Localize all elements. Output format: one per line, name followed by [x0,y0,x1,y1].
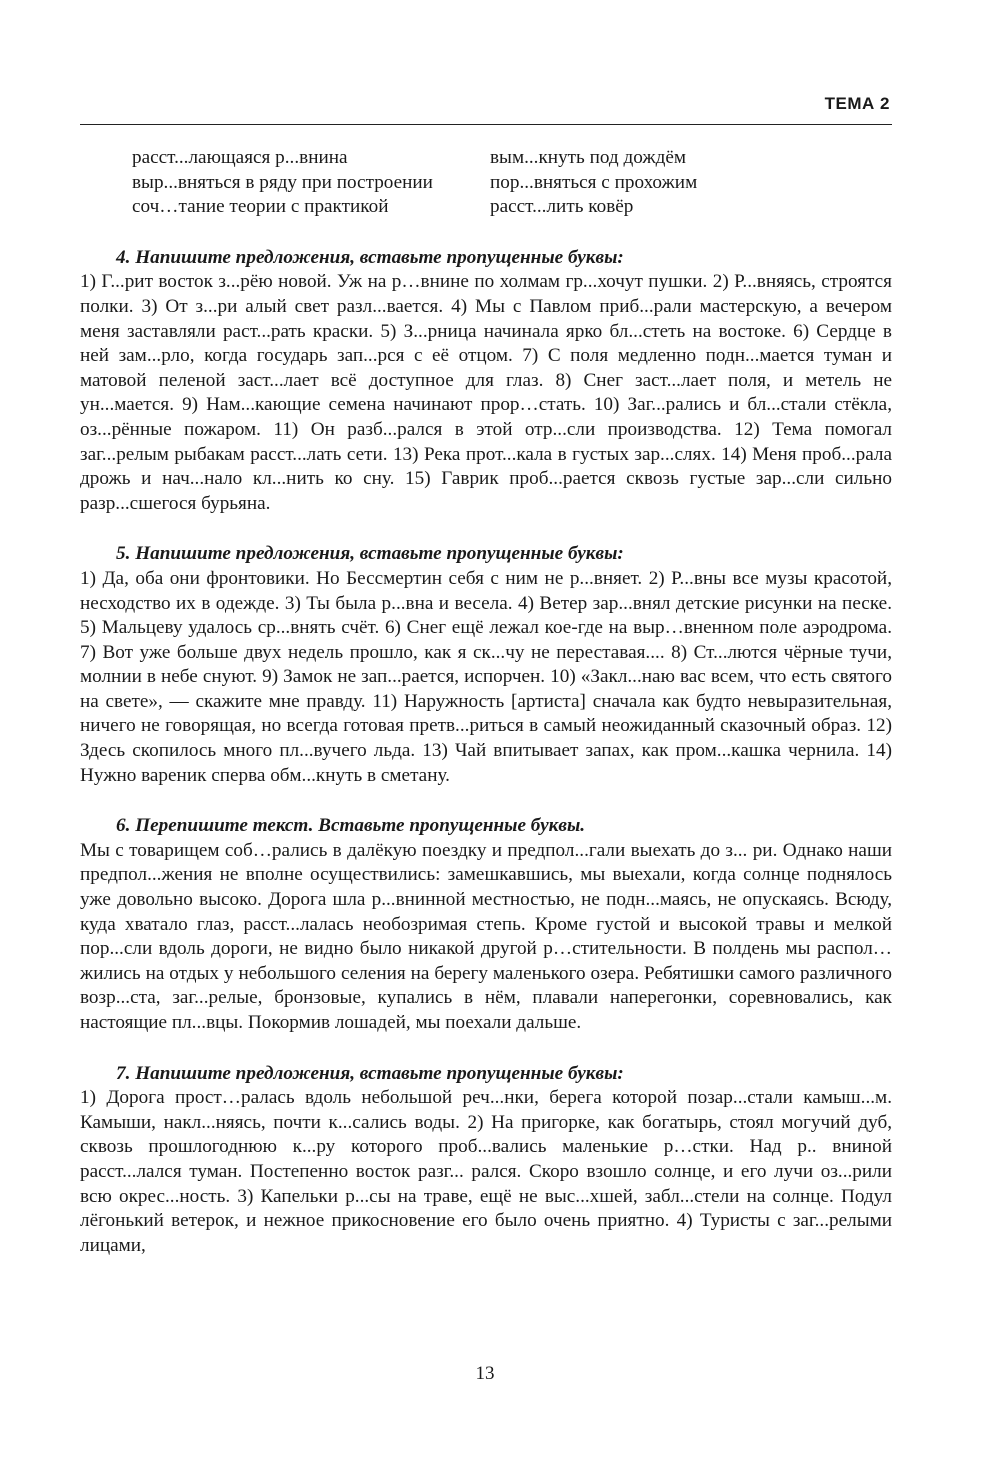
page-content [80,146,892,1258]
task-body: Мы с товарищем соб…рались в далёкую поездку и предпол...гали выехать до з... ри. Однако наши предпол...жения не вполне осуществились: замешкавшись, мы выехали, когда солнце поднялось уже довольно высоко. Дорога шла р...внинной местностью, не подн...маясь, не опускаясь. Всюду, куда хватало глаз, расст...лалась необозримая степь. Кроме густой и высокой травы и мелкой пор...сли вдоль дороги, не видно было никакой другой р…стительности. В полдень мы распол…жились на отдых у небольшого селения на берегу маленького озера. Ребятишки самого различного возр...ста, заг...релые, бронзовые, купались в нём, плавали наперегонки, соревновались, как настоящие пл...вцы. Покормив лошадей, мы поехали дальше. [80,839,892,1033]
page-number: 13 [475,1363,495,1384]
word-pair-right: пор...вняться с прохожим [490,171,698,193]
theme-label: ТЕМА 2 [824,94,890,113]
task-title: 7. Напишите предложения, вставьте пропущенные буквы: [116,1062,624,1084]
word-pair-right: вым...кнуть под дождём [490,147,687,168]
task-5 [80,542,892,788]
task-title: 6. Перепишите текст. Вставьте пропущенные буквы. [116,815,586,837]
task-4 [80,246,892,517]
task-7 [80,1062,892,1259]
task-title: 4. Напишите предложения, вставьте пропущенные буквы: [116,246,624,268]
task-body: 1) Г...рит восток з...рёю новой. Уж на р…внине по холмам гр...хочут пушки. 2) Р...вняясь, строятся полки. 3) От з...ри алый свет разл...вается. 4) Мы с Павлом приб...рали мастерскую, а вечером меня заставляли раст...рать краски. 5) З...рница начинала ярко бл...стеть на востоке. 6) Сердце в ней зам...рло, когда государь зап...рся с её отцом. 7) С поля медленно подн...мается туман и матовой пеленой заст...лает всё доступное для глаз. 8) Снег заст...лает поля, и метель не ун...мается. 9) Нам...кающие семена начинают прор…стать. 10) Заг...рались и бл...стали стёкла, оз...рённые пожаром. 11) Он разб...рался в этой отр...сли производства. 12) Тема помогал заг...релым рыбакам расст...лать сети. 13) Река прот...кала в густых зар...слях. 14) Меня проб...рала дрожь и нач...нало кл...нить ко сну. 15) Гаврик проб...рается сквозь густые зар...сли сильно разр...сшегося бурьяна. [80,271,892,514]
word-pair-left: соч…тание теории с практикой [132,196,389,218]
word-pair-right: расст...лить ковёр [490,196,634,218]
task-6 [80,814,892,1035]
task-body: 1) Да, оба они фронтовики. Но Бессмертин себя с ним не р...вняет. 2) Р...вны все музы красотой, несходство их в одежде. 3) Ты была р...вна и весела. 4) Ветер зар...внял детские рисунки на песке. 5) Мальцеву удалось ср...внять счёт. 6) Снег ещё лежал кое-где на выр…вненном поле аэродрома. 7) Вот уже больше двух недель прошло, как я ск...чу не переставая.... 8) Ст...лются чёрные тучи, молнии в небе снуют. 9) Замок не зап...рается, испорчен. 10) «Закл...наю вас всем, что есть святого на свете», — скажите мне правду. 11) Наружность [артиста] сначала как будто невыразительная, ничего не говорящая, но всегда готовая претв...риться в самый неожиданный сказочный образ. 12) Здесь скопилось много пл...вучего льда. 13) Чай впитывает запах, как пром...кашка чернила. 14) Нужно вареник сперва обм...кнуть в сметану. [80,567,892,786]
word-pair-left: расст...лающаяся р...внина [132,147,348,168]
task-title: 5. Напишите предложения, вставьте пропущенные буквы: [116,543,624,565]
word-pair-left: выр...вняться в ряду при построении [132,171,433,193]
word-pairs [132,146,892,220]
page-header [80,94,892,125]
task-body: 1) Дорога прост…ралась вдоль небольшой реч...нки, берега которой позар...стали камыш...м. Камыши, накл...няясь, почти к...сались воды. 2) На пригорке, как богатырь, стоял могучий дуб, сквозь прошлогоднюю к...ру которого проб...вались маленькие р…стки. Над р.. вниной расст...лался туман. Постепенно восток разг... рался. Скоро взошло солнце, и его лучи оз...рили всю окрес...ность. 3) Капельки р...сы на траве, ещё не выс...хшей, забл...стели на солнце. Подул лёгонький ветерок, и нежное прикосновение его было очень приятно. 4) Туристы с заг...релыми лицами, [80,1087,892,1256]
